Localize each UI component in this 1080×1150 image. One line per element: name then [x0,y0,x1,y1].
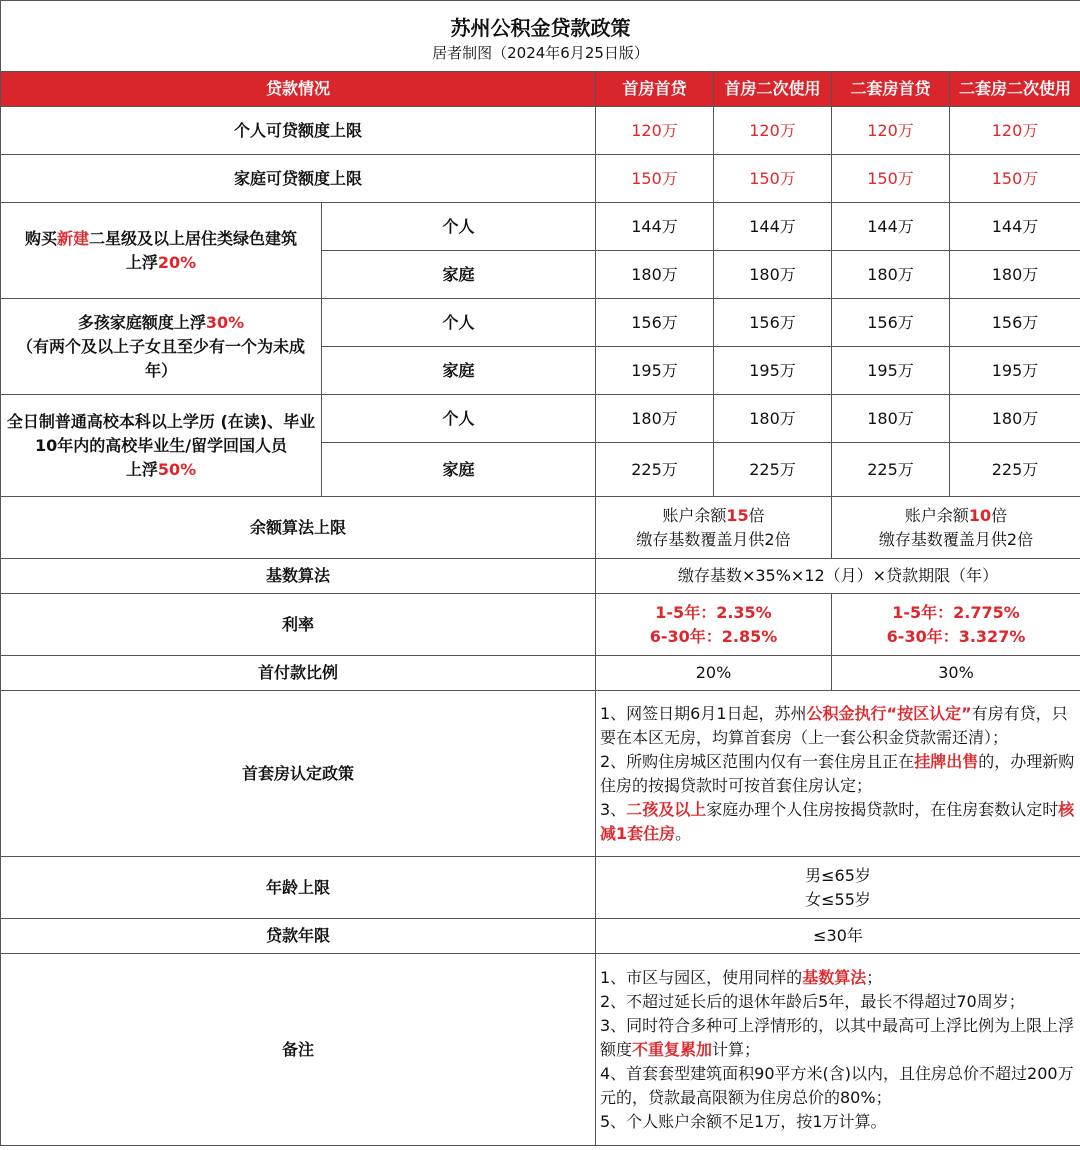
header-row [1,72,1080,107]
row-age [1,857,1080,919]
label-text: 上浮 [125,459,158,479]
policy-text: 3、 [600,799,627,819]
cell-value: 150万 [832,155,950,203]
policy-highlight: 公积金执行“按区认定” [806,703,972,723]
label-text: 全日制普通高校本科以上学历 (在读)、毕业 [6,411,316,431]
row-down-payment [1,656,1080,691]
page-subtitle: 居者制图（2024年6月25日版） [432,44,649,62]
policy-item [600,702,1076,750]
cell-value: 156万 [714,299,832,347]
notes-text [596,954,1080,1146]
label-highlight: 20% [157,252,197,272]
note-text: 3、同时符合多种可上浮情形的，以其中最高可上浮比例为上限上浮额度 [600,1015,1075,1059]
cell-value: 144万 [596,203,714,251]
policy-text: 家庭办理个人住房按揭贷款时，在住房套数认定时 [706,799,1059,819]
sub-label-family: 家庭 [322,443,596,497]
note-highlight: 不重复累加 [632,1039,713,1059]
row-balance [1,497,1080,559]
sub-label-personal: 个人 [322,299,596,347]
row-multi-child-personal [1,299,1080,347]
label-highlight: 50% [157,459,197,479]
cell-value: 120万 [596,107,714,155]
term-value: ≤30年 [596,919,1080,954]
label-highlight: 30% [205,312,245,332]
header-col-3: 二套房首贷 [832,72,950,107]
cell-value: 156万 [596,299,714,347]
note-item [600,1014,1076,1062]
note-text: 计算； [712,1039,761,1059]
rate-second [832,594,1080,656]
note-item: 2、不超过延长后的退休年龄后5年，最长不得超过70周岁； [600,991,1025,1011]
policy-highlight: 二孩及以上 [626,799,707,819]
row-label: 家庭可贷额度上限 [1,155,596,203]
age-female: 女≤55岁 [805,889,871,909]
cell-value: 156万 [832,299,950,347]
row-graduate-personal [1,395,1080,443]
age-value [596,857,1080,919]
cell-value: 120万 [714,107,832,155]
header-col-4: 二套房二次使用 [950,72,1080,107]
row-label: 首套房认定政策 [1,691,596,857]
cell-value: 120万 [832,107,950,155]
note-text: 1、市区与园区，使用同样的 [600,967,803,987]
sub-label-family: 家庭 [322,347,596,395]
row-label: 年龄上限 [1,857,596,919]
label-text: 上浮 [125,252,158,272]
cell-value: 225万 [950,443,1080,497]
page-title: 苏州公积金贷款政策 [450,16,631,40]
policy-highlight: 挂牌出售 [914,751,979,771]
policy-text: 1、网签日期6月1日起，苏州 [600,703,807,723]
value-highlight: 10 [968,505,992,525]
cell-value: 225万 [596,443,714,497]
age-male: 男≤65岁 [805,865,871,885]
row-first-home-policy [1,691,1080,857]
label-text: 10年内的高校毕业生/留学回国人员 [34,435,288,455]
policy-item [600,750,1076,798]
cell-value: 150万 [596,155,714,203]
cell-value: 150万 [950,155,1080,203]
cell-value: 180万 [950,395,1080,443]
value-text: 缴存基数覆盖月供2倍 [878,529,1034,549]
cell-value: 195万 [714,347,832,395]
row-label: 备注 [1,954,596,1146]
value-text: 缴存基数覆盖月供2倍 [636,529,791,549]
header-loan-situation: 贷款情况 [1,72,596,107]
header-col-1: 首房首贷 [596,72,714,107]
value-text: 账户余额 [662,505,727,525]
cell-value: 156万 [950,299,1080,347]
label-text: 多孩家庭额度上浮 [77,312,206,332]
balance-first [596,497,832,559]
note-highlight: 基数算法 [802,967,867,987]
row-notes [1,954,1080,1146]
row-label: 余额算法上限 [1,497,596,559]
value-text: 倍 [991,505,1008,525]
row-label: 首付款比例 [1,656,596,691]
row-personal-limit [1,107,1080,155]
multi-child-label [1,299,322,395]
title-block [1,1,1080,72]
sub-label-personal: 个人 [322,395,596,443]
down-first: 20% [596,656,832,691]
sub-label-personal: 个人 [322,203,596,251]
row-label: 基数算法 [1,559,596,594]
cell-value: 180万 [832,395,950,443]
label-text: 二星级及以上居住类绿色建筑 [89,228,298,248]
cell-value: 195万 [950,347,1080,395]
note-item: 4、首套套型建筑面积90平方米(含)以内，且住房总价不超过200万元的，贷款最高限额为住房总价的80%； [600,1063,1074,1107]
rate-line: 6-30年：2.85% [649,626,778,646]
cell-value: 144万 [950,203,1080,251]
row-term [1,919,1080,954]
cell-value: 180万 [950,251,1080,299]
rate-line: 1-5年：2.775% [892,602,1020,622]
first-home-policy-text [596,691,1080,857]
cell-value: 144万 [714,203,832,251]
policy-text: 。 [675,823,692,843]
row-rate [1,594,1080,656]
cell-value: 195万 [832,347,950,395]
row-label: 贷款年限 [1,919,596,954]
base-value: 缴存基数×35%×12（月）×贷款期限（年） [596,559,1080,594]
row-base [1,559,1080,594]
policy-text: 有房有贷，只要在本区无房，均算首套房（上一套公积金贷款需还清）； [600,703,1068,747]
down-second: 30% [832,656,1080,691]
policy-highlight: 核减1套住房 [600,799,1075,843]
cell-value: 180万 [832,251,950,299]
policy-text: 的，办理新购住房的按揭贷款时可按首套住房认定； [600,751,1075,795]
cell-value: 150万 [714,155,832,203]
label-highlight: 新建 [56,228,89,248]
graduate-label [1,395,322,497]
note-item [600,966,1076,990]
rate-line: 1-5年：2.35% [655,602,772,622]
rate-first [596,594,832,656]
note-item: 5、个人账户余额不足1万，按1万计算。 [600,1111,887,1131]
row-label: 个人可贷额度上限 [1,107,596,155]
label-text: 购买 [24,228,57,248]
cell-value: 180万 [596,395,714,443]
policy-item [600,798,1076,846]
policy-text: 2、所购住房城区范围内仅有一套住房且正在 [600,751,915,771]
green-building-label [1,203,322,299]
row-label: 利率 [1,594,596,656]
row-green-building-personal [1,203,1080,251]
row-family-limit [1,155,1080,203]
value-highlight: 15 [726,505,749,525]
value-text: 倍 [748,505,765,525]
cell-value: 225万 [714,443,832,497]
header-col-2: 首房二次使用 [714,72,832,107]
note-text: ； [866,967,883,987]
cell-value: 144万 [832,203,950,251]
cell-value: 225万 [832,443,950,497]
rate-line: 6-30年：3.327% [886,626,1026,646]
cell-value: 180万 [596,251,714,299]
label-text: （有两个及以上子女且至少有一个为未成年） [16,336,305,380]
value-text: 账户余额 [904,505,969,525]
balance-second [832,497,1080,559]
cell-value: 195万 [596,347,714,395]
cell-value: 180万 [714,395,832,443]
cell-value: 120万 [950,107,1080,155]
sub-label-family: 家庭 [322,251,596,299]
cell-value: 180万 [714,251,832,299]
